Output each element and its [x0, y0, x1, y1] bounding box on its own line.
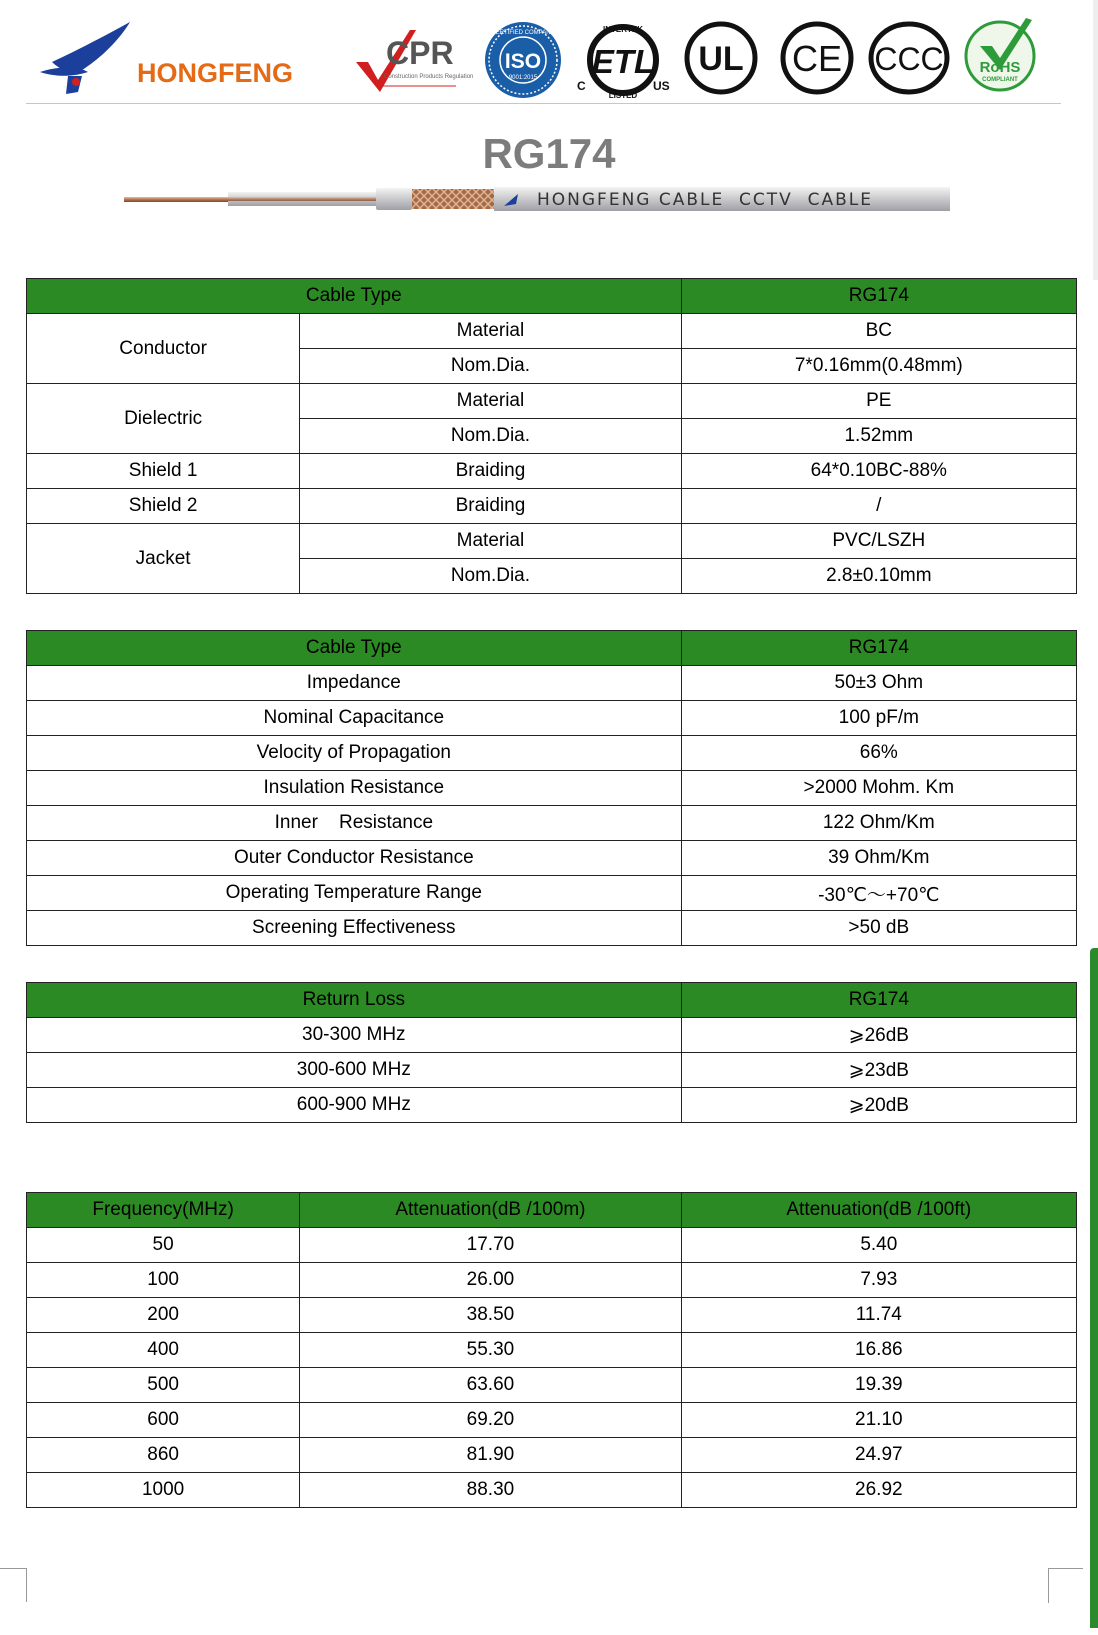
cpr-sub: Construction Products Regulation: [384, 74, 474, 80]
value-cell: PVC/LSZH: [681, 524, 1076, 559]
frequency-cell: 860: [27, 1438, 300, 1473]
component-cell: Shield 2: [27, 489, 300, 524]
attenuation-m-cell: 88.30: [300, 1473, 681, 1508]
value-cell: 50±3 Ohm: [681, 666, 1076, 701]
iso-ring: CERTIFIED COMPANY: [491, 30, 555, 36]
table-row: [27, 384, 1077, 419]
table-row: [27, 1298, 1077, 1333]
header-cell: Cable Type: [27, 279, 682, 314]
value-cell: >2000 Mohm. Km: [681, 771, 1076, 806]
iso-logo: [483, 20, 563, 100]
scrollbar[interactable]: [1090, 948, 1098, 1628]
attenuation-m-cell: 81.90: [300, 1438, 681, 1473]
attenuation-table: [26, 1192, 1077, 1508]
component-cell: Dielectric: [27, 384, 300, 454]
value-cell: >50 dB: [681, 911, 1076, 946]
table-row: [27, 806, 1077, 841]
table-row: [27, 1228, 1077, 1263]
rohs-sub: COMPLIANT: [982, 77, 1018, 83]
component-cell: Shield 1: [27, 454, 300, 489]
iso-label: ISO: [504, 50, 542, 73]
value-cell: 66%: [681, 736, 1076, 771]
table-row: [27, 524, 1077, 559]
value-cell: 1.52mm: [681, 419, 1076, 454]
ccc-logo: [868, 20, 950, 96]
ce-label: CE: [791, 38, 843, 79]
table-row: [27, 666, 1077, 701]
param-cell: Braiding: [300, 489, 681, 524]
param-cell: 30-300 MHz: [27, 1018, 682, 1053]
table-row: [27, 1403, 1077, 1438]
component-cell: Conductor: [27, 314, 300, 384]
param-cell: Material: [300, 524, 681, 559]
value-cell: 39 Ohm/Km: [681, 841, 1076, 876]
value-cell: ⩾20dB: [681, 1088, 1076, 1123]
header-cell: RG174: [681, 983, 1076, 1018]
header: [0, 0, 1098, 110]
table-row: [27, 841, 1077, 876]
hongfeng-logo-icon: [38, 20, 134, 96]
table-row: [27, 1018, 1077, 1053]
header-cell: Frequency(MHz): [27, 1193, 300, 1228]
header-cell: Attenuation(dB /100ft): [681, 1193, 1076, 1228]
rohs-logo: [962, 12, 1040, 92]
table-row: [27, 1473, 1077, 1508]
frequency-cell: 200: [27, 1298, 300, 1333]
etl-logo: [575, 20, 675, 100]
value-cell: 7*0.16mm(0.48mm): [681, 349, 1076, 384]
frequency-cell: 1000: [27, 1473, 300, 1508]
param-cell: Material: [300, 384, 681, 419]
table-row: [27, 876, 1077, 911]
table-row: [27, 771, 1077, 806]
header-cell: RG174: [681, 279, 1076, 314]
table-row: [27, 1263, 1077, 1298]
param-cell: Nom.Dia.: [300, 559, 681, 594]
crop-mark: [1048, 1568, 1083, 1603]
attenuation-m-cell: 17.70: [300, 1228, 681, 1263]
param-cell: Nom.Dia.: [300, 419, 681, 454]
etl-label: ETL: [591, 43, 655, 80]
attenuation-ft-cell: 24.97: [681, 1438, 1076, 1473]
value-cell: ⩾23dB: [681, 1053, 1076, 1088]
header-cell: Return Loss: [27, 983, 682, 1018]
attenuation-m-cell: 38.50: [300, 1298, 681, 1333]
electrical-table: [26, 630, 1077, 946]
iso-sub: 9001:2015: [508, 75, 538, 81]
param-cell: Nominal Capacitance: [27, 701, 682, 736]
param-cell: Impedance: [27, 666, 682, 701]
param-cell: Insulation Resistance: [27, 771, 682, 806]
value-cell: 2.8±0.10mm: [681, 559, 1076, 594]
attenuation-ft-cell: 7.93: [681, 1263, 1076, 1298]
etl-right: US: [653, 79, 670, 93]
header-cell: Attenuation(dB /100m): [300, 1193, 681, 1228]
brand-name: HONGFENG: [137, 58, 294, 88]
param-cell: Screening Effectiveness: [27, 911, 682, 946]
attenuation-ft-cell: 16.86: [681, 1333, 1076, 1368]
attenuation-ft-cell: 19.39: [681, 1368, 1076, 1403]
table-row: [27, 736, 1077, 771]
param-cell: Material: [300, 314, 681, 349]
attenuation-ft-cell: 5.40: [681, 1228, 1076, 1263]
etl-sub: LISTED: [608, 91, 638, 100]
attenuation-m-cell: 69.20: [300, 1403, 681, 1438]
attenuation-ft-cell: 26.92: [681, 1473, 1076, 1508]
component-cell: Jacket: [27, 524, 300, 594]
cable-print: HONGFENG CABLE CCTV CABLE: [537, 190, 873, 210]
attenuation-ft-cell: 11.74: [681, 1298, 1076, 1333]
value-cell: 122 Ohm/Km: [681, 806, 1076, 841]
product-title: RG174: [482, 130, 616, 177]
param-cell: 300-600 MHz: [27, 1053, 682, 1088]
crop-mark: [0, 1568, 26, 1603]
frequency-cell: 400: [27, 1333, 300, 1368]
etl-left: C: [577, 79, 586, 93]
param-cell: 600-900 MHz: [27, 1088, 682, 1123]
ccc-label: CCC: [874, 41, 944, 77]
header-cell: RG174: [681, 631, 1076, 666]
frequency-cell: 500: [27, 1368, 300, 1403]
table-header-row: [27, 1193, 1077, 1228]
param-cell: Nom.Dia.: [300, 349, 681, 384]
cpr-logo: [352, 22, 474, 94]
header-cell: Cable Type: [27, 631, 682, 666]
param-cell: Operating Temperature Range: [27, 876, 682, 911]
table-header-row: [27, 983, 1077, 1018]
frequency-cell: 100: [27, 1263, 300, 1298]
ul-logo: [683, 20, 759, 96]
param-cell: Velocity of Propagation: [27, 736, 682, 771]
attenuation-m-cell: 55.30: [300, 1333, 681, 1368]
value-cell: BC: [681, 314, 1076, 349]
value-cell: ⩾26dB: [681, 1018, 1076, 1053]
ul-label: UL: [698, 40, 744, 78]
table-row: [27, 701, 1077, 736]
value-cell: 64*0.10BC-88%: [681, 454, 1076, 489]
param-cell: Outer Conductor Resistance: [27, 841, 682, 876]
attenuation-m-cell: 26.00: [300, 1263, 681, 1298]
ce-logo: [779, 20, 855, 96]
cpr-label: CPR: [386, 35, 454, 71]
value-cell: -30℃～+70℃: [681, 876, 1076, 911]
frequency-cell: 50: [27, 1228, 300, 1263]
table-row: [27, 489, 1077, 524]
attenuation-m-cell: 63.60: [300, 1368, 681, 1403]
table-row: [27, 314, 1077, 349]
value-cell: 100 pF/m: [681, 701, 1076, 736]
table-row: [27, 454, 1077, 489]
header-divider: [26, 103, 1061, 104]
table-row: [27, 911, 1077, 946]
attenuation-ft-cell: 21.10: [681, 1403, 1076, 1438]
table-row: [27, 1333, 1077, 1368]
param-cell: Braiding: [300, 454, 681, 489]
table-row: [27, 1053, 1077, 1088]
return-loss-table: [26, 982, 1077, 1123]
rohs-label: RoHS: [979, 59, 1021, 76]
table-row: [27, 1438, 1077, 1473]
table-row: [27, 1368, 1077, 1403]
etl-ring: INTERTEK: [603, 25, 643, 34]
table-header-row: [27, 279, 1077, 314]
value-cell: /: [681, 489, 1076, 524]
construction-table: [26, 278, 1077, 594]
frequency-cell: 600: [27, 1403, 300, 1438]
table-header-row: [27, 631, 1077, 666]
param-cell: Inner Resistance: [27, 806, 682, 841]
table-row: [27, 1088, 1077, 1123]
value-cell: PE: [681, 384, 1076, 419]
